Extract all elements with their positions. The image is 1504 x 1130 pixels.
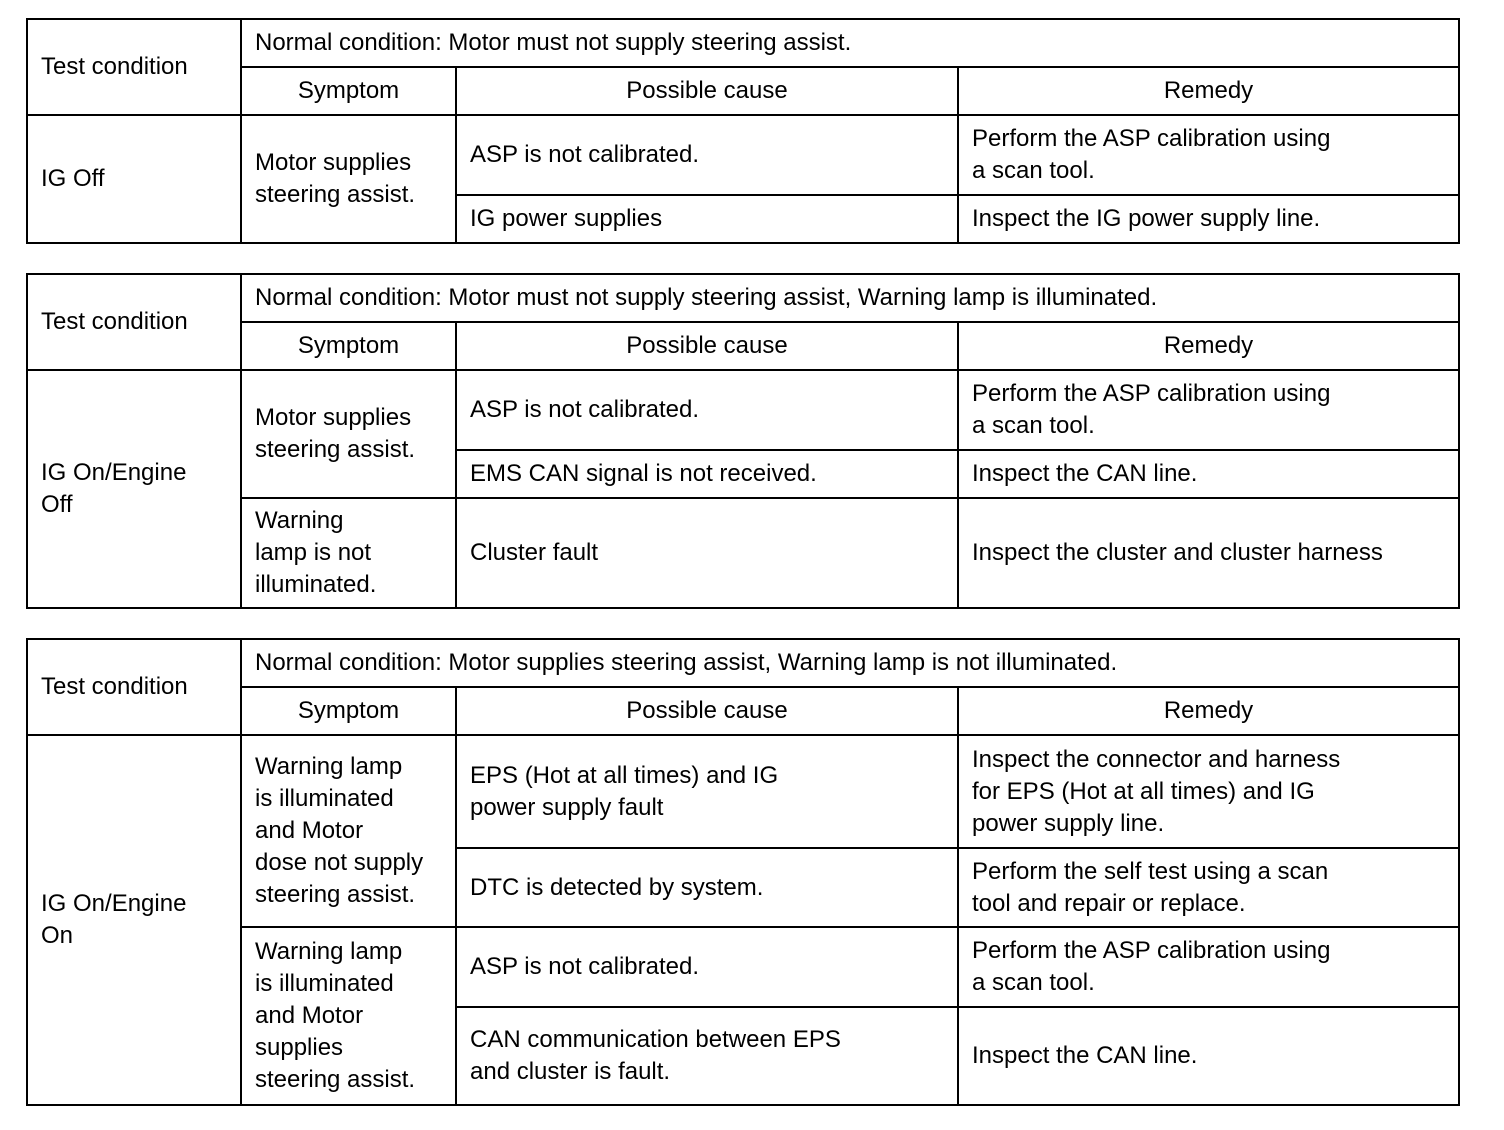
remedy-line: Perform the ASP calibration using <box>972 937 1331 964</box>
symptom-cell <box>241 927 456 1105</box>
symptom-header-label: Symptom <box>297 77 400 104</box>
cause-line: power supply fault <box>470 793 664 821</box>
cause-line: ASP is not calibrated. <box>470 141 700 168</box>
cause-cell <box>456 195 958 243</box>
symptom-cell <box>241 115 456 243</box>
symptom-cell <box>241 370 456 498</box>
normal-condition-text: Normal condition: Motor must not supply steering assist. <box>255 29 852 56</box>
test-condition-header-label: Test condition <box>41 308 188 335</box>
symptom-line: and Motor <box>255 817 364 844</box>
normal-condition <box>241 639 1459 687</box>
remedy-header <box>958 687 1459 735</box>
remedy-line: Inspect the CAN line. <box>972 460 1198 487</box>
symptom-line: lamp is not <box>255 539 372 566</box>
remedy-line: power supply line. <box>972 809 1165 837</box>
symptom-line: and Motor <box>255 1002 364 1029</box>
test-condition-cell <box>27 370 241 608</box>
cause-cell <box>456 735 958 848</box>
cause-line: IG power supplies <box>470 205 663 232</box>
symptom-line: dose not supply <box>255 849 424 876</box>
test-condition-line: Off <box>41 491 73 518</box>
test-condition-line: On <box>41 922 74 949</box>
remedy-cell <box>958 450 1459 498</box>
cause-line: ASP is not calibrated. <box>470 953 700 980</box>
test-condition-header <box>27 19 241 115</box>
diagnosis-table-ig-off <box>26 18 1460 244</box>
symptom-header-label: Symptom <box>297 697 400 724</box>
symptom-line: Motor supplies <box>255 149 412 176</box>
symptom-line: steering assist. <box>255 1066 416 1093</box>
cause-line: DTC is detected by system. <box>470 873 764 901</box>
symptom-line: Warning lamp <box>255 753 403 780</box>
possible-cause-header <box>456 67 958 115</box>
remedy-line: a scan tool. <box>972 412 1095 439</box>
cause-cell <box>456 927 958 1007</box>
remedy-cell <box>958 848 1459 927</box>
symptom-header <box>241 687 456 735</box>
diagnosis-table-ig-on-engine-off <box>26 273 1460 609</box>
remedy-header-label: Remedy <box>1163 697 1254 724</box>
cause-cell <box>456 1007 958 1105</box>
symptom-line: steering assist. <box>255 181 416 208</box>
test-condition-line: IG Off <box>41 165 105 192</box>
cause-line: Cluster fault <box>470 539 599 566</box>
possible-cause-header-label: Possible cause <box>626 697 788 724</box>
test-condition-cell <box>27 115 241 243</box>
symptom-line: is illuminated <box>255 785 394 812</box>
remedy-line: Inspect the IG power supply line. <box>972 205 1321 232</box>
remedy-line: Perform the ASP calibration using <box>972 380 1331 407</box>
test-condition-line: IG On/Engine <box>41 890 187 917</box>
cause-line: CAN communication between EPS <box>470 1026 841 1053</box>
cause-cell <box>456 115 958 195</box>
symptom-line: Warning lamp <box>255 938 403 965</box>
remedy-line: Perform the ASP calibration using <box>972 125 1331 152</box>
cause-cell <box>456 498 958 608</box>
remedy-line: Perform the self test using a scan <box>972 857 1329 885</box>
symptom-line: supplies <box>255 1034 344 1061</box>
symptom-cell <box>241 735 456 927</box>
remedy-cell <box>958 370 1459 450</box>
diagnosis-table-ig-on-engine-on <box>26 638 1460 1106</box>
symptom-line: Motor supplies <box>255 404 412 431</box>
normal-condition <box>241 274 1459 322</box>
remedy-cell <box>958 498 1459 608</box>
test-condition-header <box>27 274 241 370</box>
cause-cell <box>456 450 958 498</box>
remedy-line: tool and repair or replace. <box>972 889 1246 917</box>
cause-cell <box>456 370 958 450</box>
cause-line: and cluster is fault. <box>470 1058 671 1085</box>
normal-condition <box>241 19 1459 67</box>
remedy-line: Inspect the CAN line. <box>972 1042 1198 1069</box>
remedy-header-label: Remedy <box>1163 332 1254 359</box>
test-condition-line: IG On/Engine <box>41 459 187 486</box>
test-condition-header-label: Test condition <box>41 673 188 700</box>
possible-cause-header <box>456 687 958 735</box>
remedy-line: Inspect the connector and harness <box>972 745 1341 773</box>
possible-cause-header-label: Possible cause <box>626 332 788 359</box>
test-condition-header <box>27 639 241 735</box>
remedy-line: for EPS (Hot at all times) and IG <box>972 777 1315 805</box>
possible-cause-header <box>456 322 958 370</box>
symptom-line: Warning <box>255 507 344 534</box>
remedy-header <box>958 322 1459 370</box>
normal-condition-text: Normal condition: Motor must not supply steering assist, Warning lamp is illuminated. <box>255 284 1158 311</box>
remedy-line: a scan tool. <box>972 969 1095 996</box>
normal-condition-text: Normal condition: Motor supplies steering assist, Warning lamp is not illuminated. <box>255 649 1118 676</box>
symptom-header-label: Symptom <box>297 332 400 359</box>
symptom-line: steering assist. <box>255 436 416 463</box>
symptom-cell <box>241 498 456 608</box>
remedy-cell <box>958 195 1459 243</box>
symptom-header <box>241 322 456 370</box>
remedy-cell <box>958 115 1459 195</box>
remedy-cell <box>958 1007 1459 1105</box>
cause-cell <box>456 848 958 927</box>
remedy-line: a scan tool. <box>972 157 1095 184</box>
symptom-line: illuminated. <box>255 571 377 598</box>
remedy-header <box>958 67 1459 115</box>
cause-line: EMS CAN signal is not received. <box>470 460 817 487</box>
cause-line: EPS (Hot at all times) and IG <box>470 761 779 789</box>
remedy-header-label: Remedy <box>1163 77 1254 104</box>
remedy-cell <box>958 927 1459 1007</box>
remedy-cell <box>958 735 1459 848</box>
test-condition-header-label: Test condition <box>41 53 188 80</box>
symptom-line: is illuminated <box>255 970 394 997</box>
test-condition-cell <box>27 735 241 1105</box>
possible-cause-header-label: Possible cause <box>626 77 788 104</box>
cause-line: ASP is not calibrated. <box>470 396 700 423</box>
symptom-header <box>241 67 456 115</box>
remedy-line: Inspect the cluster and cluster harness <box>972 539 1383 566</box>
symptom-line: steering assist. <box>255 881 416 908</box>
